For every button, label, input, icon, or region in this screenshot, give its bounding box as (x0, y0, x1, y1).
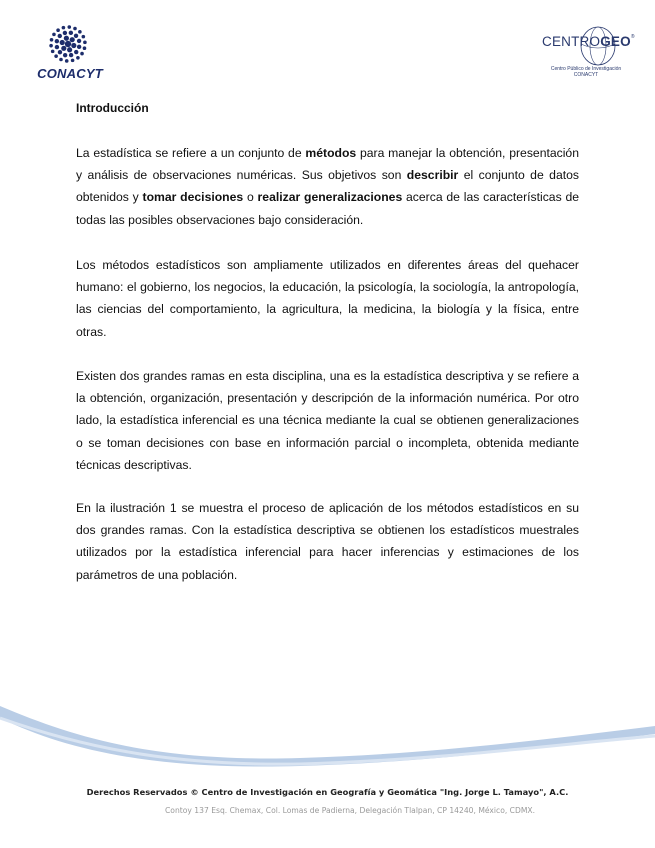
p1-bold-realizar-generalizaciones: realizar generalizaciones (257, 190, 403, 205)
paragraph-1 (76, 142, 579, 231)
footer-address: Contoy 137 Esq. Chemax, Col. Lomas de Padierna, Delegación Tlalpan, CP 14240, México, CDMX. (165, 806, 535, 815)
conacyt-dots-icon (46, 22, 90, 66)
p1-text-4: o (243, 190, 258, 205)
conacyt-dot (77, 39, 81, 43)
conacyt-dot (52, 33, 56, 37)
conacyt-dot (59, 58, 63, 62)
conacyt-dot (69, 31, 73, 35)
conacyt-dot (78, 30, 82, 34)
section-title: Introducción (76, 101, 149, 115)
p1-text-2: para manejar la obtención, presentación y análisis de observaciones numéricas. Sus objetivos son (76, 146, 579, 183)
conacyt-dot (83, 46, 87, 50)
conacyt-dot (55, 39, 59, 43)
conacyt-logo (34, 22, 106, 82)
centrogeo-logo (536, 22, 636, 84)
page-header (0, 0, 655, 90)
conacyt-dot (71, 59, 75, 63)
conacyt-dot (49, 44, 53, 48)
conacyt-dot (77, 45, 81, 49)
footer-copyright: Derechos Reservados © Centro de Investigación en Geografía y Geomática "Ing. Jorge L. Tamayo", A.C. (86, 787, 569, 797)
p1-bold-metodos: métodos (305, 146, 357, 160)
centrogeo-title (542, 34, 635, 49)
p1-bold-describir: describir (406, 168, 459, 183)
conacyt-dot (74, 34, 78, 38)
paragraph-4: En la ilustración 1 se muestra el proceso de aplicación de los métodos estadísticos en su dos grandes ramas. Con la estadística descriptiva se obtienen los estadísticos muestrales utilizados por la estadística inferencial para hacer inferencias y estimaciones de los parámetros de una población. (76, 501, 579, 582)
conacyt-dot (61, 46, 66, 51)
paragraph-3: Existen dos grandes ramas en esta disciplina, una es la estadística descriptiva y se refiere a la obtención, organización, presentación y descripción de la información numérica. Por otro lado, la estadística inferencial es una técnica mediante la cual se obtienen generalizaciones o se toman decisiones con base en información parcial o incompleta, obtenida mediante técnicas descriptivas. (76, 369, 579, 472)
conacyt-dot (82, 35, 86, 39)
p1-text-1: La estadística se refiere a un conjunto de (76, 146, 306, 160)
conacyt-dot (58, 34, 62, 38)
conacyt-dot (63, 53, 67, 57)
conacyt-dot (71, 43, 76, 48)
conacyt-dot (67, 25, 71, 29)
conacyt-dot (70, 37, 75, 42)
conacyt-dot (65, 59, 69, 63)
conacyt-dot (67, 47, 72, 52)
p1-text-5: acerca de las características de todas las posibles observaciones bajo consideración. (76, 190, 580, 227)
conacyt-dot (50, 38, 54, 42)
conacyt-dot (55, 45, 59, 49)
conacyt-dot (83, 41, 87, 45)
p1-text-3: el conjunto de datos obtenidos y (76, 168, 579, 205)
conacyt-dot (54, 54, 58, 58)
conacyt-dot (51, 50, 55, 54)
conacyt-dot (73, 27, 77, 31)
conacyt-dot (60, 40, 65, 45)
conacyt-logo-text: CONACYT (37, 66, 103, 81)
document-body (76, 100, 580, 582)
conacyt-dot (64, 36, 69, 41)
centro-word: CENTRO (542, 34, 601, 49)
geo-word: GEO (600, 34, 631, 49)
conacyt-dot (63, 31, 67, 35)
conacyt-dot (58, 50, 62, 54)
paragraph-2: Los métodos estadísticos son ampliamente utilizados en diferentes áreas del quehacer humano: el gobierno, los negocios, la educación, la psicología, la sociología, la antropología, las ciencias del comportamiento, la agricultura, la medicina, la biología y la física, entre otras. (76, 258, 579, 339)
conacyt-dot (74, 50, 78, 54)
centrogeo-subtitle (536, 66, 636, 78)
conacyt-dot (80, 52, 84, 56)
registered-mark: ® (630, 34, 635, 40)
centrogeo-subtitle-line1: Centro Público de Investigación (550, 66, 622, 72)
conacyt-dot (56, 28, 60, 32)
decorative-wave (0, 700, 655, 790)
conacyt-dot (76, 56, 80, 60)
conacyt-dot (65, 41, 71, 47)
conacyt-dot (62, 26, 66, 30)
p1-bold-tomar-decisiones: tomar decisiones (142, 190, 244, 205)
conacyt-dot (69, 53, 73, 57)
centrogeo-subtitle-line2: CONACYT (573, 72, 599, 78)
